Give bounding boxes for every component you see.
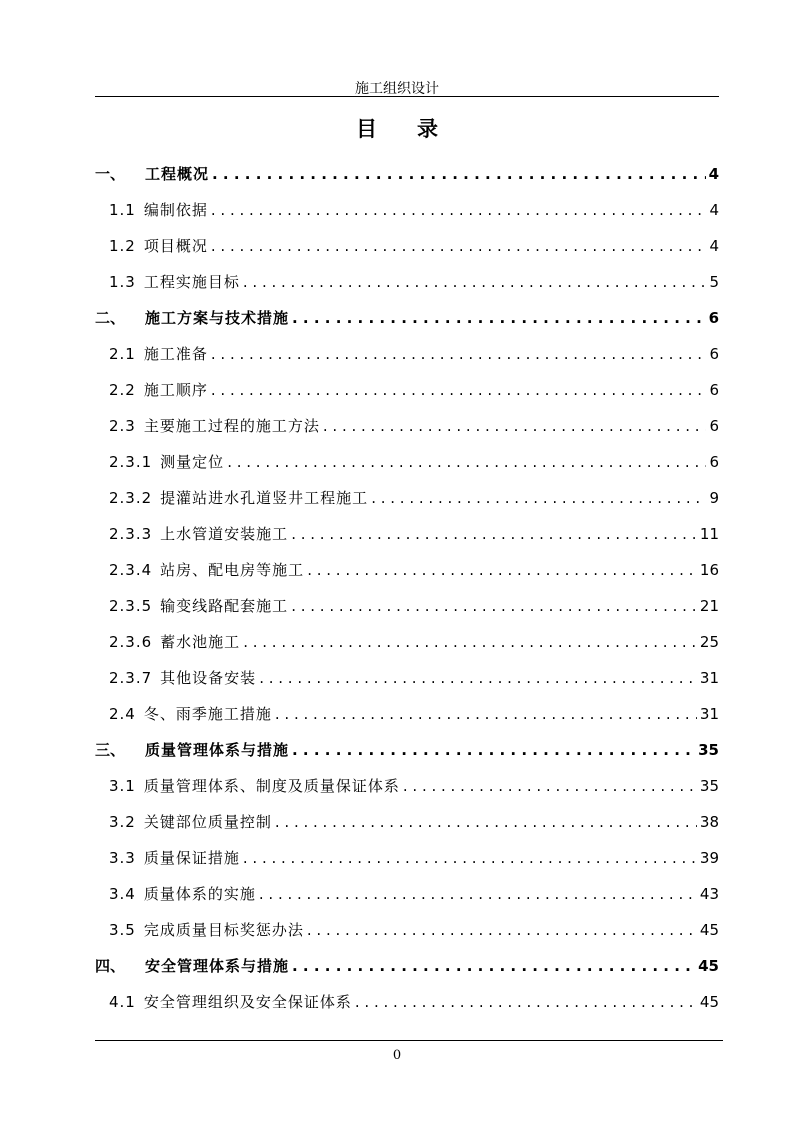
toc-entry-number: 2.3.4 xyxy=(109,561,153,579)
toc-section-entry[interactable] xyxy=(95,588,719,624)
dot-leader xyxy=(292,732,695,768)
toc-section-entry[interactable] xyxy=(95,912,719,948)
toc-entry-number: 四、 xyxy=(95,957,126,975)
toc-entry-label: 站房、配电房等施工 xyxy=(160,561,305,579)
toc-section-entry[interactable] xyxy=(95,840,719,876)
toc-entry-page: 4 xyxy=(709,201,719,219)
dot-leader xyxy=(307,912,697,948)
dot-leader xyxy=(275,696,697,732)
toc-section-entry[interactable] xyxy=(95,768,719,804)
toc-entry-label: 质量管理体系与措施 xyxy=(145,741,290,759)
toc-entry-number: 2.2 xyxy=(109,381,136,399)
toc-entry-label: 主要施工过程的施工方法 xyxy=(143,417,320,435)
toc-section-entry[interactable] xyxy=(95,876,719,912)
toc-entry-number: 4.1 xyxy=(109,993,136,1011)
toc-entry-number: 2.3.2 xyxy=(109,489,153,507)
toc-entry-label: 施工准备 xyxy=(143,345,208,363)
page-header-title: 施工组织设计 xyxy=(355,81,439,97)
toc-entry-label: 施工方案与技术措施 xyxy=(145,309,290,327)
toc-entry-number: 1.1 xyxy=(109,201,136,219)
toc-entry-page: 31 xyxy=(699,669,719,687)
toc-entry-number: 2.3.6 xyxy=(109,633,153,651)
toc-entry-label: 关键部位质量控制 xyxy=(143,813,272,831)
dot-leader xyxy=(291,588,697,624)
toc-entry-number: 2.4 xyxy=(109,705,136,723)
toc-section-entry[interactable] xyxy=(95,660,719,696)
dot-leader xyxy=(291,516,697,552)
toc-entry-number: 1.2 xyxy=(109,237,136,255)
toc-entry-page: 31 xyxy=(699,705,719,723)
toc-section-entry[interactable] xyxy=(95,372,719,408)
toc-chapter-entry[interactable] xyxy=(95,156,719,192)
toc-section-entry[interactable] xyxy=(95,552,719,588)
toc-entry-label: 质量体系的实施 xyxy=(143,885,256,903)
toc-entry-label: 工程实施目标 xyxy=(143,273,240,291)
toc-entry-label: 安全管理体系与措施 xyxy=(145,957,290,975)
toc-entry-page: 5 xyxy=(709,273,719,291)
toc-section-entry[interactable] xyxy=(95,228,719,264)
toc-entry-label: 蓄水池施工 xyxy=(160,633,241,651)
toc-entry-number: 1.3 xyxy=(109,273,136,291)
toc-section-entry[interactable] xyxy=(95,480,719,516)
toc-entry-label: 上水管道安装施工 xyxy=(160,525,289,543)
toc-entry-number: 3.1 xyxy=(109,777,136,795)
toc-entry-page: 35 xyxy=(698,741,719,759)
dot-leader xyxy=(275,804,697,840)
toc-title: 目录 xyxy=(356,117,478,141)
toc-entry-page: 4 xyxy=(709,237,719,255)
toc-chapter-entry[interactable] xyxy=(95,948,719,984)
toc-entry-number: 2.3.5 xyxy=(109,597,153,615)
toc-entry-page: 4 xyxy=(708,165,719,183)
toc-entry-label: 其他设备安装 xyxy=(160,669,257,687)
toc-entry-label: 编制依据 xyxy=(143,201,208,219)
toc-entry-number: 2.3.7 xyxy=(109,669,153,687)
header-rule xyxy=(95,96,719,97)
toc-entry-label: 测量定位 xyxy=(160,453,225,471)
dot-leader xyxy=(371,480,706,516)
footer-page-number: 0 xyxy=(392,1048,402,1063)
dot-leader xyxy=(243,840,697,876)
toc-entry-page: 6 xyxy=(709,417,719,435)
toc-entry-page: 6 xyxy=(709,453,719,471)
toc-entry-number: 3.2 xyxy=(109,813,136,831)
toc-entry-number: 2.3.1 xyxy=(109,453,153,471)
toc-entry-number: 3.5 xyxy=(109,921,136,939)
toc-entry-label: 完成质量目标奖惩办法 xyxy=(143,921,304,939)
toc-section-entry[interactable] xyxy=(95,408,719,444)
toc-section-entry[interactable] xyxy=(95,804,719,840)
toc-entry-page: 35 xyxy=(699,777,719,795)
toc-entry-label: 质量保证措施 xyxy=(143,849,240,867)
dot-leader xyxy=(227,444,706,480)
toc-entry-label: 安全管理组织及安全保证体系 xyxy=(143,993,352,1011)
toc-entry-number: 3.4 xyxy=(109,885,136,903)
toc-entry-label: 工程概况 xyxy=(145,165,210,183)
toc-entry-page: 16 xyxy=(699,561,719,579)
toc-entry-page: 45 xyxy=(698,957,719,975)
toc-section-entry[interactable] xyxy=(95,192,719,228)
toc-chapter-entry[interactable] xyxy=(95,300,719,336)
toc-section-entry[interactable] xyxy=(95,264,719,300)
toc-entry-label: 输变线路配套施工 xyxy=(160,597,289,615)
toc-entry-number: 2.3.3 xyxy=(109,525,153,543)
dot-leader xyxy=(211,192,707,228)
toc-entry-page: 45 xyxy=(699,993,719,1011)
toc-section-entry[interactable] xyxy=(95,444,719,480)
toc-entry-page: 39 xyxy=(699,849,719,867)
toc-entry-label: 提灌站进水孔道竖井工程施工 xyxy=(160,489,369,507)
dot-leader xyxy=(403,768,697,804)
toc-section-entry[interactable] xyxy=(95,516,719,552)
dot-leader xyxy=(211,336,707,372)
toc-section-entry[interactable] xyxy=(95,696,719,732)
toc-entry-label: 项目概况 xyxy=(143,237,208,255)
toc-entry-page: 6 xyxy=(709,345,719,363)
dot-leader xyxy=(323,408,707,444)
toc-entry-page: 38 xyxy=(699,813,719,831)
toc-entry-page: 11 xyxy=(699,525,719,543)
toc-entry-page: 9 xyxy=(709,489,719,507)
dot-leader xyxy=(212,156,706,192)
toc-entry-page: 43 xyxy=(699,885,719,903)
dot-leader xyxy=(292,948,695,984)
toc-entry-label: 质量管理体系、制度及质量保证体系 xyxy=(143,777,400,795)
dot-leader xyxy=(259,876,697,912)
toc-section-entry[interactable] xyxy=(95,624,719,660)
toc-section-entry[interactable] xyxy=(95,336,719,372)
toc-entry-number: 一、 xyxy=(95,165,126,183)
dot-leader xyxy=(259,660,697,696)
footer-rule xyxy=(95,1040,723,1041)
toc-entry-page: 6 xyxy=(709,381,719,399)
toc-entry-number: 2.1 xyxy=(109,345,136,363)
dot-leader xyxy=(243,264,707,300)
toc-entry-number: 三、 xyxy=(95,741,126,759)
toc-section-entry[interactable] xyxy=(95,984,719,1020)
toc-entry-page: 6 xyxy=(708,309,719,327)
dot-leader xyxy=(211,372,707,408)
dot-leader xyxy=(307,552,697,588)
toc-entry-page: 45 xyxy=(699,921,719,939)
dot-leader xyxy=(292,300,706,336)
toc-entry-label: 冬、雨季施工措施 xyxy=(143,705,272,723)
toc-list xyxy=(95,156,719,1020)
dot-leader xyxy=(211,228,707,264)
dot-leader xyxy=(355,984,697,1020)
toc-entry-label: 施工顺序 xyxy=(143,381,208,399)
toc-entry-number: 二、 xyxy=(95,309,126,327)
toc-entry-page: 25 xyxy=(699,633,719,651)
toc-entry-number: 3.3 xyxy=(109,849,136,867)
toc-chapter-entry[interactable] xyxy=(95,732,719,768)
dot-leader xyxy=(243,624,697,660)
toc-entry-page: 21 xyxy=(699,597,719,615)
toc-entry-number: 2.3 xyxy=(109,417,136,435)
